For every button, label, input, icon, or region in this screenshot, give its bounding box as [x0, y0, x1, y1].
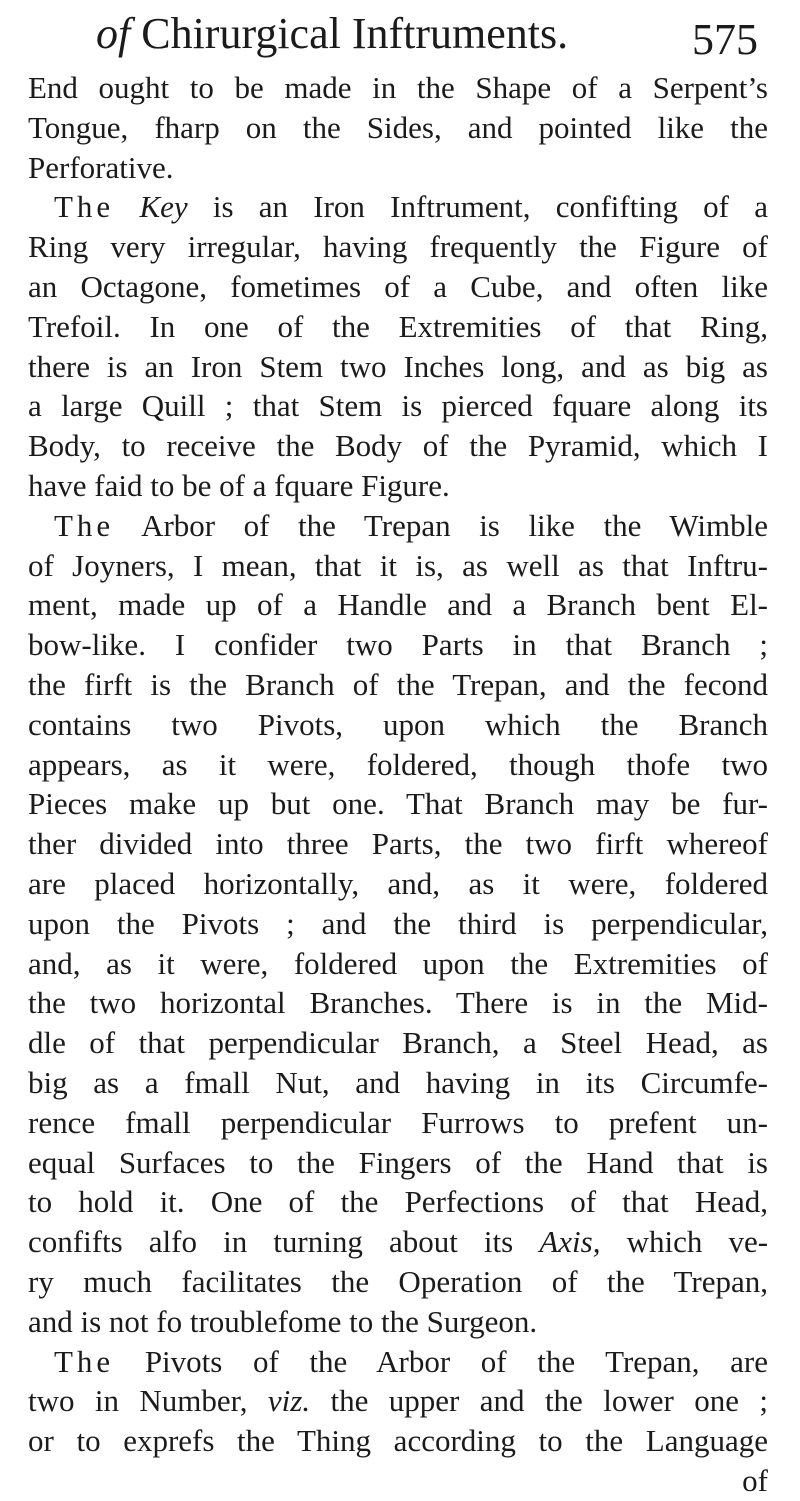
- text-line: ry much facilitates the Operation of the Trepan,: [28, 1263, 768, 1299]
- text-line: dle of that perpendicular Branch, a Steel Head, as: [28, 1025, 768, 1061]
- text-line: rence fmall perpendicular Furrows to prefent un-: [28, 1104, 768, 1140]
- text-line: and is not fo troublefome to the Surgeon.: [28, 1303, 538, 1339]
- italic-viz: viz.: [267, 1383, 311, 1419]
- text-line: upon the Pivots ; and the third is perpendicular,: [28, 905, 768, 941]
- line-rest: Pivots of the Arbor of the Trepan, are: [144, 1343, 769, 1379]
- text-line: the two horizontal Branches. There is in the Mid-: [28, 985, 768, 1021]
- text-line: big as a fmall Nut, and having in its Circumfe-: [28, 1064, 768, 1100]
- running-head: [96, 6, 758, 66]
- text-line: [28, 1342, 768, 1382]
- line-part: which ve-: [626, 1224, 769, 1260]
- text-line: Pieces make up but one. That Branch may be fur-: [28, 786, 768, 822]
- small-caps-the: The: [54, 1343, 115, 1379]
- text-line: of Joyners, I mean, that it is, as well as that Inftru-: [28, 547, 768, 583]
- line-part: two in Number,: [28, 1383, 248, 1419]
- text-line: there is an Iron Stem two Inches long, and as big as: [28, 348, 768, 384]
- running-title: [96, 6, 568, 62]
- text-line: an Octagone, fometimes of a Cube, and often like: [28, 268, 768, 304]
- text-line: contains two Pivots, upon which the Branch: [28, 706, 768, 742]
- italic-key: Key: [139, 189, 188, 225]
- text-line: Ring very irregular, having frequently the Figure of: [28, 229, 768, 265]
- line-rest: Arbor of the Trepan is like the Wimble: [141, 507, 768, 543]
- title-prefix: of: [96, 9, 131, 58]
- text-line: Body, to receive the Body of the Pyramid, which I: [28, 428, 768, 464]
- text-line: a large Quill ; that Stem is pierced fquare along its: [28, 388, 768, 424]
- text-line: Perforative.: [28, 149, 174, 185]
- text-line: to hold it. One of the Perfections of that Head,: [28, 1184, 768, 1220]
- text-line: [28, 187, 768, 227]
- italic-axis: Axis,: [539, 1224, 601, 1260]
- catchword: of: [742, 1462, 768, 1498]
- text-line: Trefoil. In one of the Extremities of that Ring,: [28, 308, 768, 344]
- text-line: [28, 1381, 768, 1421]
- page-number: 575: [692, 15, 758, 64]
- text-line: End ought to be made in the Shape of a Serpent’s: [28, 70, 768, 105]
- text-line: [28, 1222, 768, 1262]
- body-text: [28, 68, 768, 1501]
- text-line: bow-like. I confider two Parts in that Branch ;: [28, 627, 768, 663]
- line-part: the upper and the lower one ;: [330, 1383, 768, 1419]
- text-line: and, as it were, foldered upon the Extremities of: [28, 945, 768, 981]
- text-line: appears, as it were, foldered, though thofe two: [28, 746, 768, 782]
- text-line: Tongue, fharp on the Sides, and pointed like the: [28, 109, 768, 145]
- line-part: confifts alfo in turning about its: [28, 1224, 514, 1260]
- text-line: or to exprefs the Thing according to the Language: [28, 1423, 768, 1459]
- small-caps-the: The: [54, 507, 115, 543]
- text-line: have faid to be of a fquare Figure.: [28, 467, 450, 503]
- text-line: are placed horizontally, and, as it were, foldered: [28, 865, 768, 901]
- text-line: equal Surfaces to the Fingers of the Hand that is: [28, 1144, 768, 1180]
- line-rest: is an Iron Inftrument, confifting of a: [212, 189, 768, 225]
- title-main: Chirurgical Inftruments.: [141, 9, 569, 58]
- text-line: ther divided into three Parts, the two firft whereof: [28, 826, 768, 862]
- text-line: [28, 506, 768, 546]
- text-line: ment, made up of a Handle and a Branch bent El-: [28, 587, 768, 623]
- small-caps-the: The: [54, 189, 115, 225]
- text-line: the firft is the Branch of the Trepan, and the fecond: [28, 666, 768, 702]
